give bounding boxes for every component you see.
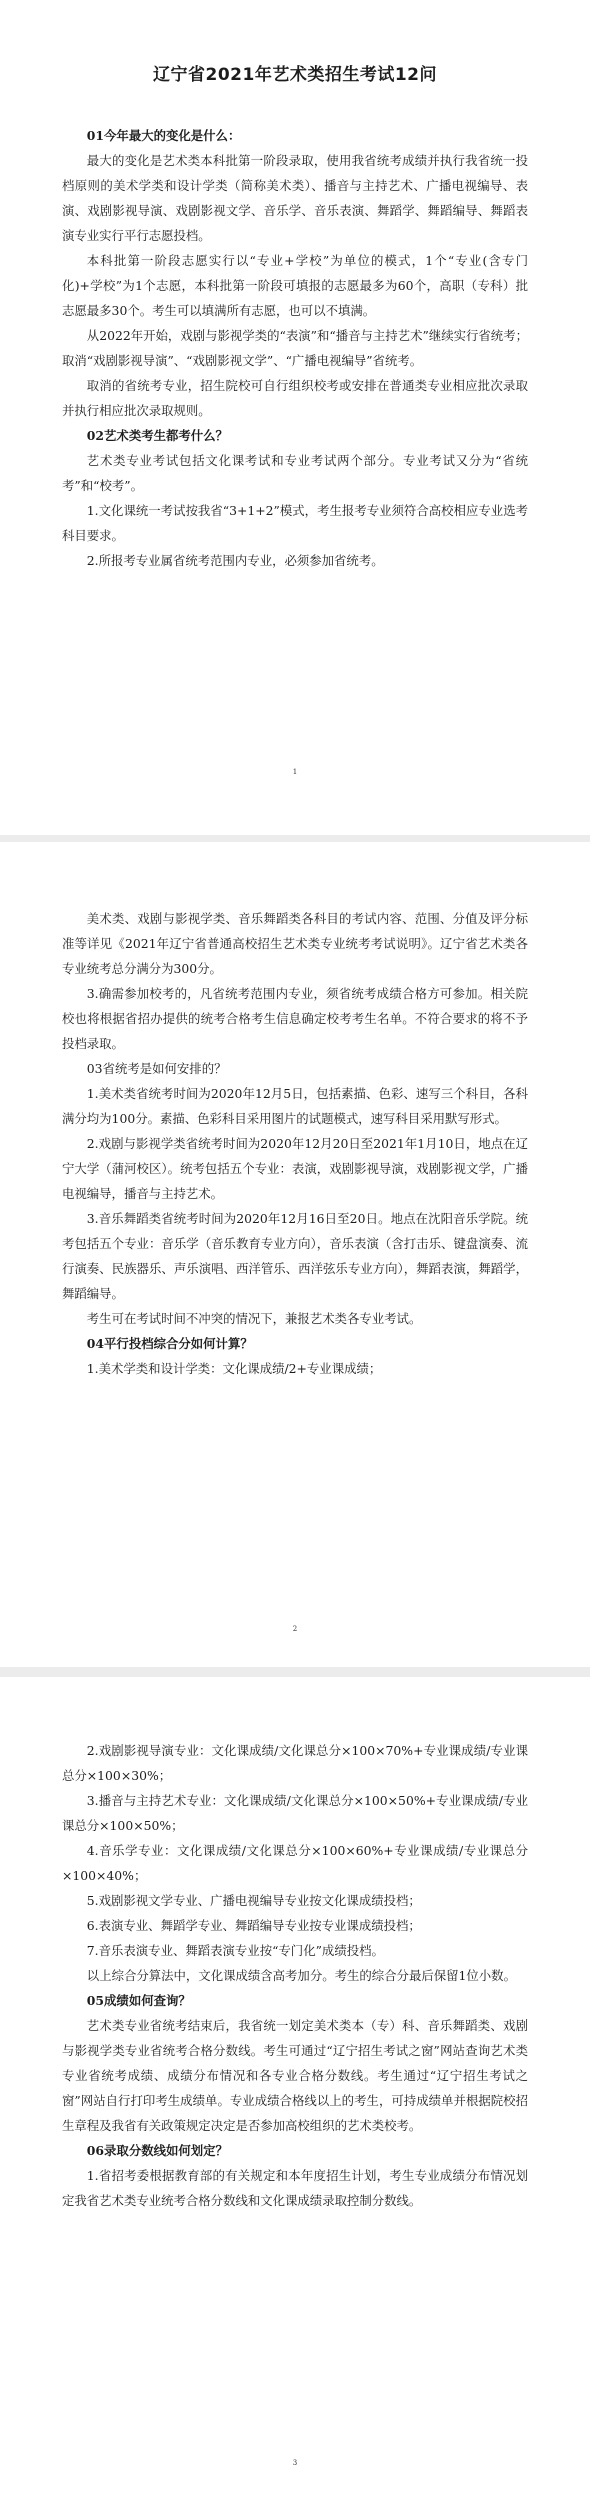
paragraph: 本科批第一阶段志愿实行以“专业+学校”为单位的模式，1个“专业(含专门化)+学校”为1个志愿，本科批第一阶段可填报的志愿最多为60个，高职（专科）批志愿最多30个。考生可以填满所有志愿，也可以不填满。 <box>62 253 528 318</box>
paragraph: 1.美术学类和设计学类：文化课成绩/2+专业课成绩； <box>86 1361 382 1376</box>
paragraph: 3.播音与主持艺术专业：文化课成绩/文化课总分×100×50%+专业课成绩/专业课总分×100×50%； <box>62 1793 528 1833</box>
section-heading: 01今年最大的变化是什么： <box>86 128 241 143</box>
paragraph: 2.戏剧影视导演专业：文化课成绩/文化课总分×100×70%+专业课成绩/专业课总分×100×30%； <box>62 1743 528 1783</box>
document-page-3 <box>0 1677 590 2515</box>
paragraph: 美术类、戏剧与影视学类、音乐舞蹈类各科目的考试内容、范围、分值及评分标准等详见《2021年辽宁省普通高校招生艺术类专业统考考试说明》。辽宁省艺术类各专业统考总分满分为300分。 <box>62 911 528 976</box>
paragraph: 1.省招考委根据教育部的有关规定和本年度招生计划，考生专业成绩分布情况划定我省艺术类专业统考合格分数线和文化课成绩录取控制分数线。 <box>62 2168 528 2208</box>
page-body <box>62 1677 528 2213</box>
page-body <box>62 842 528 1381</box>
page-body <box>62 123 528 573</box>
paragraph: 7.音乐表演专业、舞蹈表演专业按“专门化”成绩投档。 <box>86 1943 384 1958</box>
page-number: 1 <box>292 768 298 776</box>
page-number: 2 <box>292 1625 298 1633</box>
paragraph: 3.音乐舞蹈类省统考时间为2020年12月16日至20日。地点在沈阳音乐学院。统考包括五个专业：音乐学（音乐教育专业方向），音乐表演（含打击乐、键盘演奏、流行演奏、民族器乐、声乐演唱、西洋管乐、西洋弦乐专业方向），舞蹈表演，舞蹈学，舞蹈编导。 <box>62 1211 528 1301</box>
document-title: 辽宁省2021年艺术类招生考试12问 <box>153 65 437 85</box>
paragraph: 1.文化课统一考试按我省“3+1+2”模式，考生报考专业须符合高校相应专业选考科目要求。 <box>62 503 528 543</box>
paragraph: 2.戏剧与影视学类省统考时间为2020年12月20日至2021年1月10日，地点在辽宁大学（蒲河校区）。统考包括五个专业：表演，戏剧影视导演，戏剧影视文学，广播电视编导，播音与主持艺术。 <box>62 1136 528 1201</box>
paragraph: 6.表演专业、舞蹈学专业、舞蹈编导专业按专业课成绩投档； <box>86 1918 421 1933</box>
paragraph: 以上综合分算法中，文化课成绩含高考加分。考生的综合分最后保留1位小数。 <box>86 1968 516 1983</box>
paragraph: 艺术类专业考试包括文化课考试和专业考试两个部分。专业考试又分为“省统考”和“校考”。 <box>62 453 528 493</box>
section-heading: 06录取分数线如何划定？ <box>86 2143 228 2158</box>
paragraph: 1.美术类省统考时间为2020年12月5日，包括素描、色彩、速写三个科目，各科满分均为100分。素描、色彩科目采用图片的试题模式，速写科目采用默写形式。 <box>62 1086 528 1126</box>
paragraph: 从2022年开始，戏剧与影视学类的“表演”和“播音与主持艺术”继续实行省统考；取消“戏剧影视导演”、“戏剧影视文学”、“广播电视编导”省统考。 <box>62 328 528 368</box>
paragraph: 艺术类专业省统考结束后，我省统一划定美术类本（专）科、音乐舞蹈类、戏剧与影视学类专业省统考合格分数线。考生可通过“辽宁招生考试之窗”网站查询艺术类专业省统考成绩、成绩分布情况和各专业合格分数线。考生通过“辽宁招生考试之窗”网站自行打印考生成绩单。专业成绩合格线以上的考生，可持成绩单并根据院校招生章程及我省有关政策规定决定是否参加高校组织的艺术类校考。 <box>62 2018 528 2133</box>
document-page-2 <box>0 842 590 1667</box>
page-number: 3 <box>292 2459 298 2467</box>
paragraph: 考生可在考试时间不冲突的情况下，兼报艺术类各专业考试。 <box>86 1311 422 1326</box>
section-heading: 02艺术类考生都考什么？ <box>86 428 228 443</box>
section-heading: 04平行投档综合分如何计算？ <box>86 1336 253 1351</box>
section-heading: 05成绩如何查询？ <box>86 1993 191 2008</box>
paragraph: 03省统考是如何安排的？ <box>86 1061 227 1076</box>
paragraph: 3.确需参加校考的，凡省统考范围内专业，须省统考成绩合格方可参加。相关院校也将根据省招办提供的统考合格考生信息确定校考考生名单。不符合要求的将不予投档录取。 <box>62 986 528 1051</box>
document-page-1 <box>0 0 590 835</box>
paragraph: 5.戏剧影视文学专业、广播电视编导专业按文化课成绩投档； <box>86 1893 421 1908</box>
paragraph: 最大的变化是艺术类本科批第一阶段录取，使用我省统考成绩并执行我省统一投档原则的美术学类和设计学类（简称美术类）、播音与主持艺术、广播电视编导、表演、戏剧影视导演、戏剧影视文学、音乐学、音乐表演、舞蹈学、舞蹈编导、舞蹈表演专业实行平行志愿投档。 <box>62 153 528 243</box>
paragraph: 取消的省统考专业，招生院校可自行组织校考或安排在普通类专业相应批次录取并执行相应批次录取规则。 <box>62 378 528 418</box>
paragraph: 4.音乐学专业：文化课成绩/文化课总分×100×60%+专业课成绩/专业课总分×100×40%； <box>62 1843 528 1883</box>
paragraph: 2.所报考专业属省统考范围内专业，必须参加省统考。 <box>86 553 384 568</box>
